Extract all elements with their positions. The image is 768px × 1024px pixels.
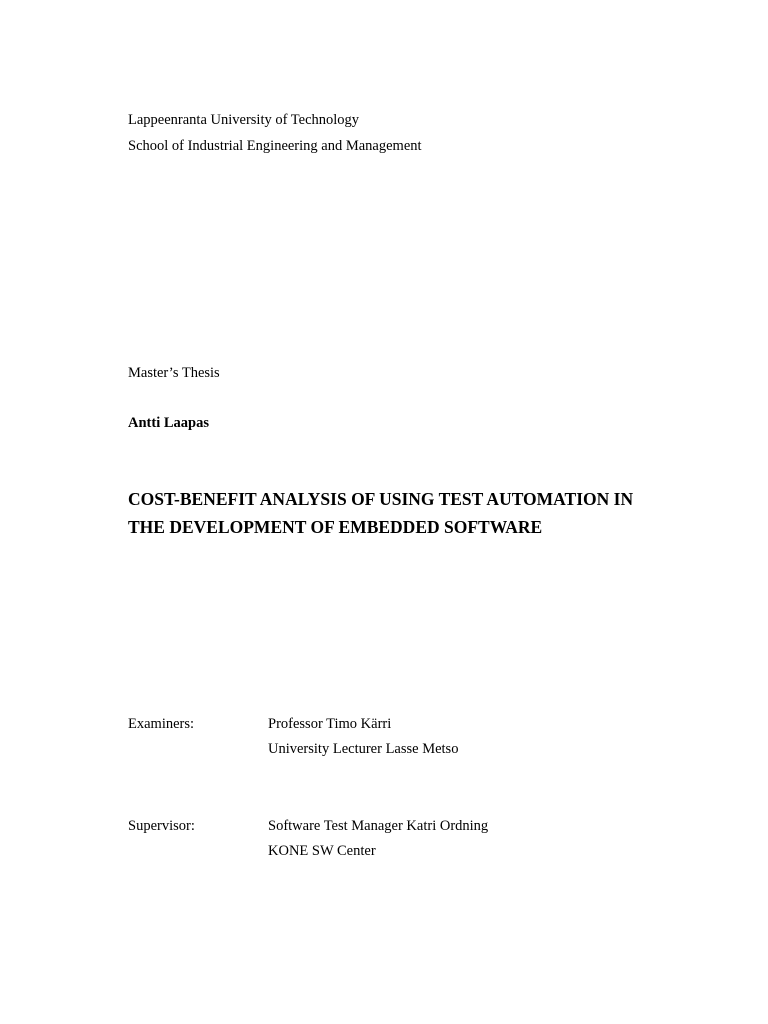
supervisor-label: Supervisor: — [128, 818, 195, 834]
author-name: Antti Laapas — [128, 415, 209, 431]
supervisor-name: Software Test Manager Katri Ordning — [268, 818, 489, 834]
supervisor-organization: KONE SW Center — [268, 843, 376, 859]
school-name: School of Industrial Engineering and Management — [128, 138, 422, 154]
examiner-2: University Lecturer Lasse Metso — [268, 741, 459, 757]
university-name: Lappeenranta University of Technology — [128, 112, 360, 128]
document-type: Master’s Thesis — [128, 365, 220, 381]
thesis-title-line-1: COST-BENEFIT ANALYSIS OF USING TEST AUTOMATION IN — [128, 489, 634, 509]
examiners-label: Examiners: — [128, 716, 195, 732]
thesis-title-line-2: THE DEVELOPMENT OF EMBEDDED SOFTWARE — [128, 517, 543, 537]
examiner-1: Professor Timo Kärri — [268, 716, 392, 732]
